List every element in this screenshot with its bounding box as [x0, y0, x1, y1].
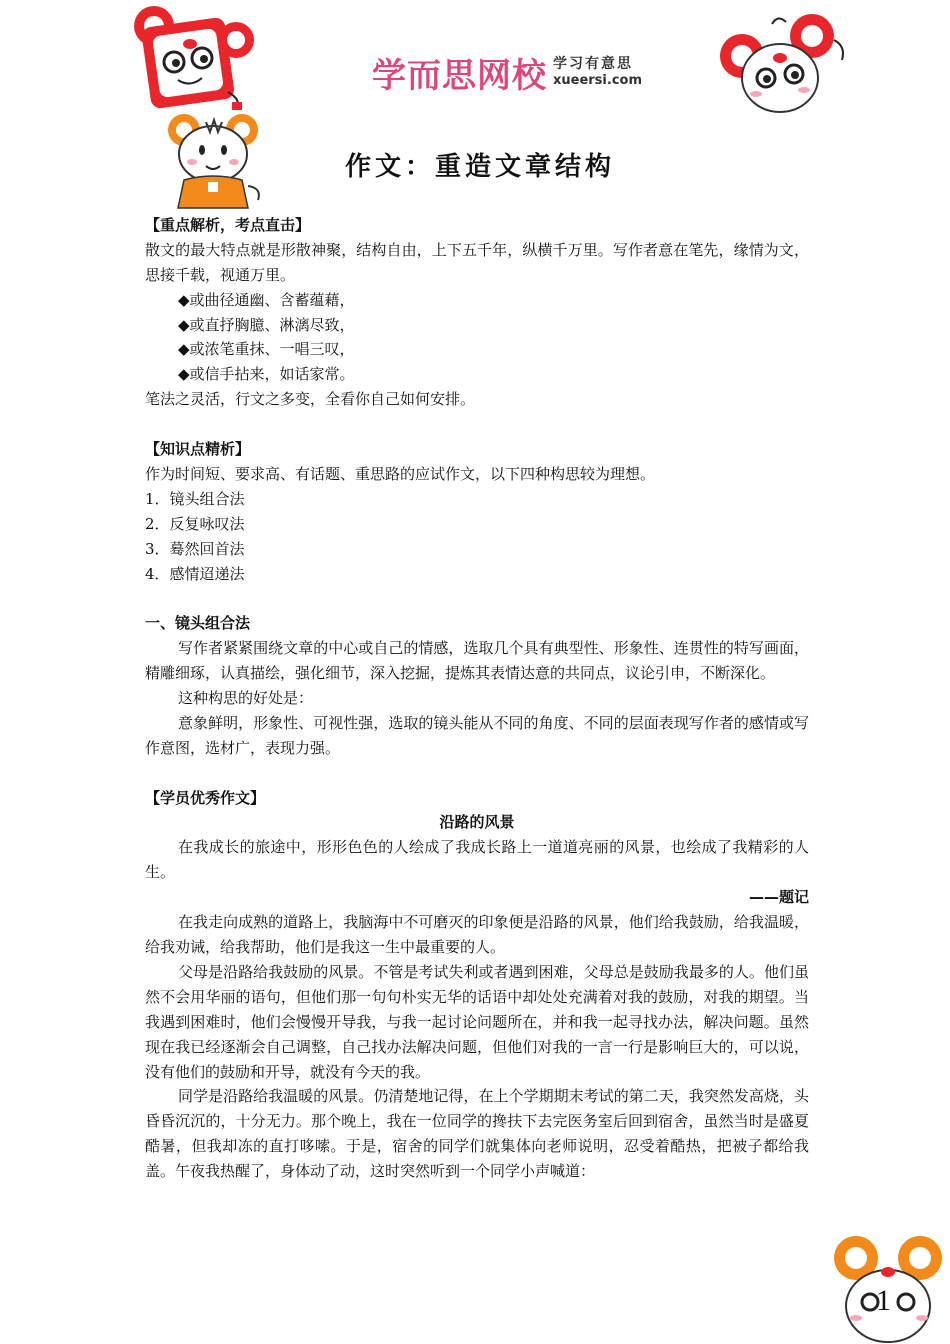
bullet-item: ◆或直抒胸臆、淋漓尽致， — [178, 315, 355, 334]
page-number: 1 — [876, 1284, 891, 1317]
paragraph: 在我走向成熟的道路上，我脑海中不可磨灭的印象便是沿路的风景，他们给我鼓励，给我温暖，给我劝诫，给我帮助，他们是我这一生中最重要的人。 — [145, 913, 809, 956]
mouse-mascot-icon — [162, 108, 267, 213]
round-mascot-icon — [716, 10, 856, 122]
list-item: 4．感情迢递法 — [145, 564, 245, 583]
logo-slogan: 学习有意思 — [553, 56, 633, 72]
bullet-item: ◆或信手拈来，如话家常。 — [178, 365, 355, 384]
paragraph: 父母是沿路给我鼓励的风景。不管是考试失利或者遇到困难，父母总是鼓励我最多的人。他们虽然不会用华丽的语句，但他们那一句句朴实无华的话语中却处处充满着对我的鼓励，对我的期望。当我遇到困难时，他们会慢慢开导我，与我一起讨论问题所在，并和我一起寻找办法，解决问题。虽然现在我已经逐渐会自己调整，自己找办法解决问题，但他们对我的一言一行是影响巨大的，可以说，没有他们的鼓励和开导，就没有今天的我。 — [145, 962, 809, 1081]
section-heading: 【重点解析，考点直击】 — [145, 216, 311, 234]
square-mascot-icon — [132, 0, 262, 112]
logo-text: 学而思网校 — [372, 55, 547, 96]
logo-url: xueersi.com — [553, 73, 643, 88]
paragraph: 笔法之灵活，行文之多变，全看你自己如何安排。 — [145, 390, 476, 409]
list-item: 3．蓦然回首法 — [145, 539, 245, 558]
brand-logo — [372, 48, 642, 96]
section-heading: 一、镜头组合法 — [145, 614, 251, 633]
bullet-item: ◆或浓笔重抹、一唱三叹， — [178, 340, 355, 359]
list-item: 1．镜头组合法 — [145, 489, 245, 508]
epigraph-signature: ——题记 — [748, 888, 809, 907]
document-body — [145, 213, 809, 1184]
essay-title: 沿路的风景 — [439, 813, 515, 832]
document-title: 作文：重造文章结构 — [345, 152, 616, 182]
section-heading: 【学员优秀作文】 — [145, 788, 266, 807]
paragraph: 意象鲜明，形象性、可视性强，选取的镜头能从不同的角度、不同的层面表现写作者的感情或写作意图，选材广，表现力强。 — [145, 713, 809, 757]
section-heading: 【知识点精析】 — [145, 440, 251, 459]
paragraph: 散文的最大特点就是形散神聚，结构自由，上下五千年，纵横千万里。写作者意在笔先，缘情为文，思接千载，视通万里。 — [145, 240, 809, 284]
bullet-item: ◆或曲径通幽、含蓄蕴藉， — [178, 290, 355, 309]
paragraph: 写作者紧紧围绕文章的中心或自己的情感，选取几个具有典型性、形象性、连贯性的特写画面，精雕细琢，认真描绘，强化细节，深入挖掘，提炼其表情达意的共同点，议论引申，不断深化。 — [145, 639, 809, 683]
epigraph: 在我成长的旅途中，形形色色的人绘成了我成长路上一道道亮丽的风景，也绘成了我精彩的人生。 — [145, 838, 809, 882]
paragraph: 这种构思的好处是： — [178, 688, 314, 707]
paragraph: 同学是沿路给我温暖的风景。仍清楚地记得，在上个学期期末考试的第二天，我突然发高烧，头昏昏沉沉的，十分无力。那个晚上，我在一位同学的搀扶下去完医务室后回到宿舍，虽然当时是盛夏酷暑，但我却冻的直打哆嗦。于是，宿舍的同学们就集体向老师说明，忍受着酷热，把被子都给我盖。午夜我热醒了，身体动了动，这时突然听到一个同学小声喊道： — [145, 1087, 809, 1181]
paragraph: 作为时间短、要求高、有话题、重思路的应试作文，以下四种构思较为理想。 — [145, 464, 656, 483]
list-item: 2．反复咏叹法 — [145, 514, 245, 533]
